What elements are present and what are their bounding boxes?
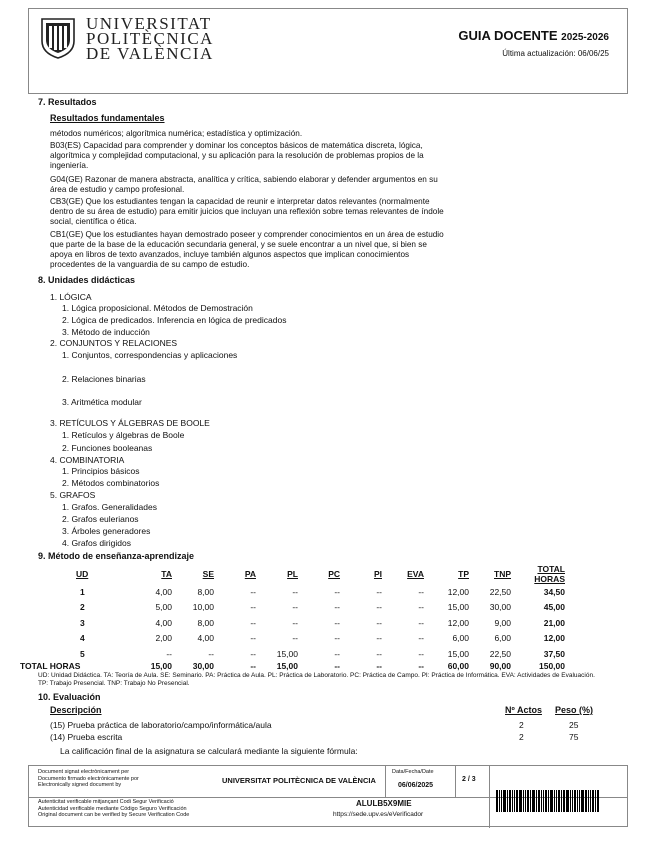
method-cell: 1 [80,586,85,597]
method-header-cell: TP [458,569,469,579]
method-cell: -- [334,633,340,644]
barcode-bar [512,790,513,812]
unit-subitem: 1. Retículos y álgebras de Boole [62,430,185,440]
barcode-bar [595,790,596,812]
method-cell: 30,00 [489,602,511,613]
unit-title: 2. CONJUNTOS Y RELACIONES [50,338,178,348]
eval-row-acts: 2 [519,720,524,730]
method-cell: -- [376,617,382,628]
method-cell: -- [292,586,298,597]
unit-subitem: 2. Grafos eulerianos [62,514,139,524]
method-header-cell: EVA [407,569,424,579]
barcode-bar [525,790,526,812]
barcode-bar [545,790,547,812]
footer-date-label: Data/Fecha/Date [392,769,434,775]
method-cell: 3 [80,617,85,628]
barcode-bar [509,790,511,812]
method-cell: 12,00 [447,617,469,628]
method-cell: -- [292,617,298,628]
barcode-bar [499,790,500,812]
method-cell: -- [418,633,424,644]
method-cell: -- [376,586,382,597]
barcode-bar [550,790,553,812]
method-row [76,600,565,616]
footer-verify-text: Autenticitat verificable mitjançant Codi Segur Verificació Autenticidad verificable mediante Código Seguro Verificación Original document can be verified by Secure Verification Code [38,799,190,818]
document-title: GUIA DOCENTE 2025-2026 [458,28,609,43]
barcode-bar [514,790,515,812]
method-cell: -- [292,633,298,644]
section-results-title: 7. Resultados [38,97,97,107]
barcode-bar [590,790,591,812]
method-total-cell: 150,00 [539,660,565,671]
method-cell: -- [292,602,298,613]
method-total-cell: 30,00 [192,660,214,671]
method-total-cell: -- [418,660,424,671]
eval-row-description: (14) Prueba escrita [50,732,123,742]
eval-row-description: (15) Prueba práctica de laboratorio/campo/informática/aula [50,720,272,730]
method-total-cell: -- [250,660,256,671]
unit-subitem: 3. Método de inducción [62,327,150,337]
barcode-bar [532,790,535,812]
footer-signed-text: Document signat electrònicament per Documento firmado electrónicamente por Electronically signed document by [38,769,139,788]
method-cell: 5 [80,648,85,659]
eval-final-note: La calificación final de la asignatura se calculará mediante la siguiente fórmula: [60,746,358,756]
method-cell: 45,00 [543,602,565,613]
method-cell: -- [418,586,424,597]
barcode-bar [588,790,589,812]
method-total-cell: 15,00 [150,660,172,671]
method-cell: 34,50 [543,586,565,597]
method-cell: 22,50 [489,648,511,659]
footer-verification-code: ALULB5X9MIE [356,799,412,808]
method-header-cell: PA [244,569,256,579]
barcode-bar [597,790,599,812]
result-item: CB1(GE) Que los estudiantes hayan demostrado poseer y comprender conocimientos en un área de estudio que parte de la base de la educación secundaria general, y se suele encontrar a un nivel que, si bien se apoya en libros de texto avanzados, incluye también algunos aspectos que implican conocimientos procedentes de la vanguardia de su campo de estudio. [50,230,444,269]
method-header-cell: UD [76,569,89,579]
barcode-bar [541,790,542,812]
unit-title: 3. RETÍCULOS Y ÁLGEBRAS DE BOOLE [50,418,210,428]
method-cell: -- [376,602,382,613]
method-cell: 4 [80,633,85,644]
method-cell: 9,00 [494,617,511,628]
barcode-bar [516,790,518,812]
method-cell: -- [334,648,340,659]
barcode-bar [496,790,498,812]
unit-subitem: 1. Conjuntos, correspondencias y aplicaciones [62,350,238,360]
method-cell: 21,00 [543,617,565,628]
method-row [76,631,565,647]
method-total-cell: 60,00 [447,660,469,671]
method-row [76,615,565,631]
eval-col-weight: Peso (%) [555,705,594,715]
method-header-cell: PL [287,569,298,579]
method-header-cell: PC [328,569,340,579]
unit-title: 5. GRAFOS [50,490,96,500]
method-total-cell: -- [376,660,382,671]
eval-row-weight: 25 [569,720,579,730]
results-subtitle: Resultados fundamentales [50,113,165,123]
method-cell: -- [250,648,256,659]
method-cell: 6,00 [494,633,511,644]
unit-subitem: 2. Funciones booleanas [62,443,153,453]
method-header-cell: SE [202,569,214,579]
barcode-bar [503,790,506,812]
barcode-bar [543,790,544,812]
university-logo-text: UNIVERSITAT POLITÈCNICA DE VALÈNCIA [86,14,214,63]
method-cell: 4,00 [197,633,214,644]
result-item: CB3(GE) Que los estudiantes tengan la capacidad de reunir e interpretar datos relevantes (normalmente dentro de su área de estudio) para emitir juicios que incluyan una reflexión sobre temas relevantes de índole social, científica o ética. [50,197,444,226]
method-cell: 4,00 [155,617,172,628]
unit-title: 1. LÓGICA [50,292,92,302]
method-cell: -- [250,617,256,628]
method-cell: 15,00 [276,648,298,659]
barcode-bar [554,790,555,812]
method-total-cell: 90,00 [489,660,511,671]
method-cell: 4,00 [155,586,172,597]
barcode-bar [577,790,578,812]
barcode-bar [519,790,522,812]
method-total-cell: -- [334,660,340,671]
barcode-bar [548,790,549,812]
unit-subitem: 1. Grafos. Generalidades [62,502,157,512]
method-total-cell: 15,00 [276,660,298,671]
barcode-icon [496,790,614,812]
method-cell: -- [250,586,256,597]
result-item: B03(ES) Capacidad para comprender y dominar los conceptos básicos de matemática discreta, lógica, algorítmica y complejidad computacional, y su aplicación para la resolución de problemas propios de la ingeniería. [50,141,424,170]
barcode-bar [581,790,584,812]
barcode-bar [501,790,502,812]
eval-col-acts: Nº Actos [505,705,542,715]
barcode-bar [563,790,565,812]
method-header-cell: TNP [494,569,511,579]
university-seal-icon [40,17,76,59]
barcode-bar [523,790,524,812]
method-cell: 6,00 [452,633,469,644]
method-cell: 12,00 [543,633,565,644]
unit-subitem: 2. Lógica de predicados. Inferencia en lógica de predicados [62,315,287,325]
unit-title: 4. COMBINATORIA [50,455,125,465]
barcode-bar [556,790,557,812]
footer-signer: UNIVERSITAT POLITÈCNICA DE VALÈNCIA [222,776,376,785]
method-cell: 22,50 [489,586,511,597]
method-table [76,564,565,662]
method-cell: -- [250,633,256,644]
eval-col-description: Descripción [50,705,102,715]
method-cell: 2 [80,602,85,613]
barcode-bar [570,790,571,812]
barcode-bar [561,790,562,812]
section-method-title: 9. Método de enseñanza-aprendizaje [38,551,195,561]
method-header-cell: TA [161,569,172,579]
method-cell: 8,00 [197,586,214,597]
method-cell: -- [418,648,424,659]
method-header-cell: TOTAL HORAS [534,564,565,584]
eval-row-weight: 75 [569,732,579,742]
method-cell: 5,00 [155,602,172,613]
method-cell: 15,00 [447,602,469,613]
method-cell: -- [376,648,382,659]
unit-subitem: 3. Árboles generadores [62,526,151,536]
method-cell: -- [334,586,340,597]
footer-verification-url[interactable]: https://sede.upv.es/eVerificador [333,811,424,818]
barcode-bar [558,790,560,812]
method-footnote: UD: Unidad Didáctica. TA: Teoría de Aula. SE: Seminario. PA: Práctica de Aula. PL: Práctica de Laboratorio. PC: Práctica de Campo. PI: Práctica de Informática. EVA: Actividades de Evaluación. TP: Trabajo Presencial. TNP: Trabajo No Presencial. [38,672,595,687]
result-item: G04(GE) Razonar de manera abstracta, analítica y crítica, sabiendo elaborar y defender argumentos en su área de estudio y campo profesional. [50,175,438,194]
method-cell: 12,00 [447,586,469,597]
section-units-title: 8. Unidades didácticas [38,275,136,285]
method-cell: -- [250,602,256,613]
unit-subitem: 1. Principios básicos [62,466,140,476]
barcode-bar [572,790,573,812]
method-cell: -- [418,617,424,628]
method-header-row [76,564,565,584]
method-cell: 8,00 [197,617,214,628]
method-cell: 15,00 [447,648,469,659]
method-header-cell: PI [373,569,382,579]
barcode-bar [574,790,576,812]
barcode-bar [592,790,594,812]
method-cell: 10,00 [192,602,214,613]
barcode-bar [566,790,569,812]
method-cell: 37,50 [543,648,565,659]
method-total-cell: TOTAL HORAS [20,660,81,671]
barcode-bar [538,790,540,812]
method-cell: -- [334,617,340,628]
method-row [76,584,565,600]
method-cell: -- [376,633,382,644]
barcode-bar [585,790,587,812]
unit-subitem: 1. Lógica proposicional. Métodos de Demostración [62,303,253,313]
eval-row-acts: 2 [519,732,524,742]
method-cell: -- [208,648,214,659]
barcode-bar [527,790,529,812]
unit-subitem: 3. Aritmética modular [62,397,142,407]
barcode-bar [507,790,508,812]
section-evaluation-title: 10. Evaluación [38,692,101,702]
method-cell: 2,00 [155,633,172,644]
footer-page: 2 / 3 [462,776,476,783]
method-cell: -- [166,648,172,659]
barcode-bar [579,790,580,812]
unit-subitem: 4. Grafos dirigidos [62,538,131,548]
unit-subitem: 2. Métodos combinatorios [62,478,160,488]
barcode-bar [530,790,531,812]
method-cell: -- [418,602,424,613]
barcode-bar [536,790,537,812]
unit-subitem: 2. Relaciones binarias [62,374,146,384]
footer-date-value: 06/06/2025 [398,782,434,789]
results-intro: métodos numéricos; algorítmica numérica; estadística y optimización. [50,129,303,138]
last-update: Última actualización: 06/06/25 [502,49,609,58]
method-cell: -- [334,602,340,613]
